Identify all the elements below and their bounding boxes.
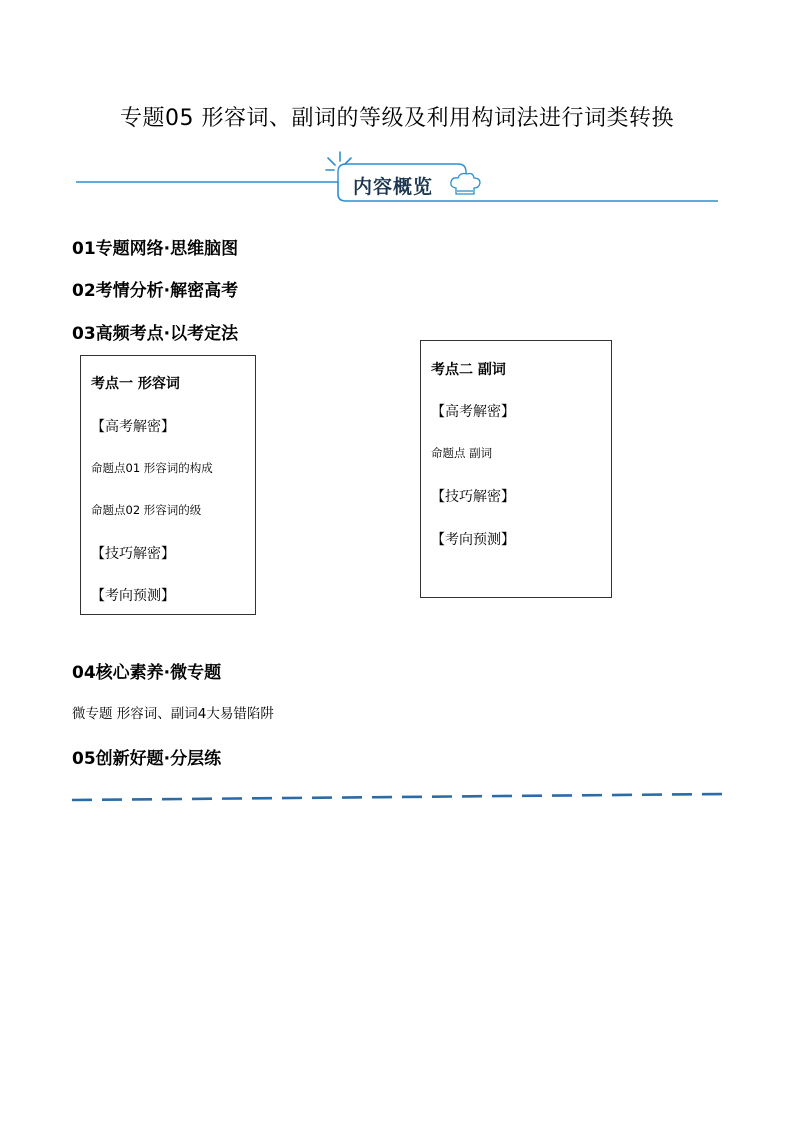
- box-item: 【高考解密】: [91, 419, 175, 435]
- section-5: 05创新好题·分层练: [72, 749, 222, 769]
- box-item: 【考向预测】: [431, 532, 515, 548]
- dashed-divider: [70, 788, 726, 804]
- page-title: 专题05 形容词、副词的等级及利用构词法进行词类转换: [120, 106, 674, 131]
- box-item: 命题点02 形容词的级: [91, 503, 202, 517]
- banner-label: 内容概览: [353, 176, 434, 198]
- box-item: 命题点01 形容词的构成: [91, 461, 213, 475]
- micro-topic: 微专题 形容词、副词4大易错陷阱: [72, 706, 274, 722]
- section-3: 03高频考点·以考定法: [72, 324, 239, 344]
- section-1: 01专题网络·思维脑图: [72, 239, 239, 259]
- section-2: 02考情分析·解密高考: [72, 281, 239, 301]
- topic-box-adverb: [420, 340, 612, 598]
- topic-box-adjective: [80, 355, 256, 615]
- box-item: 命题点 副词: [431, 446, 493, 460]
- box-item: 【高考解密】: [431, 404, 515, 420]
- chef-hat-icon: [451, 174, 480, 195]
- box-item: 【技巧解密】: [91, 546, 175, 562]
- section-4: 04核心素养·微专题: [72, 663, 222, 683]
- box-title: 考点一 形容词: [91, 376, 180, 392]
- box-title: 考点二 副词: [431, 362, 506, 378]
- box-item: 【技巧解密】: [431, 489, 515, 505]
- box-item: 【考向预测】: [91, 588, 175, 604]
